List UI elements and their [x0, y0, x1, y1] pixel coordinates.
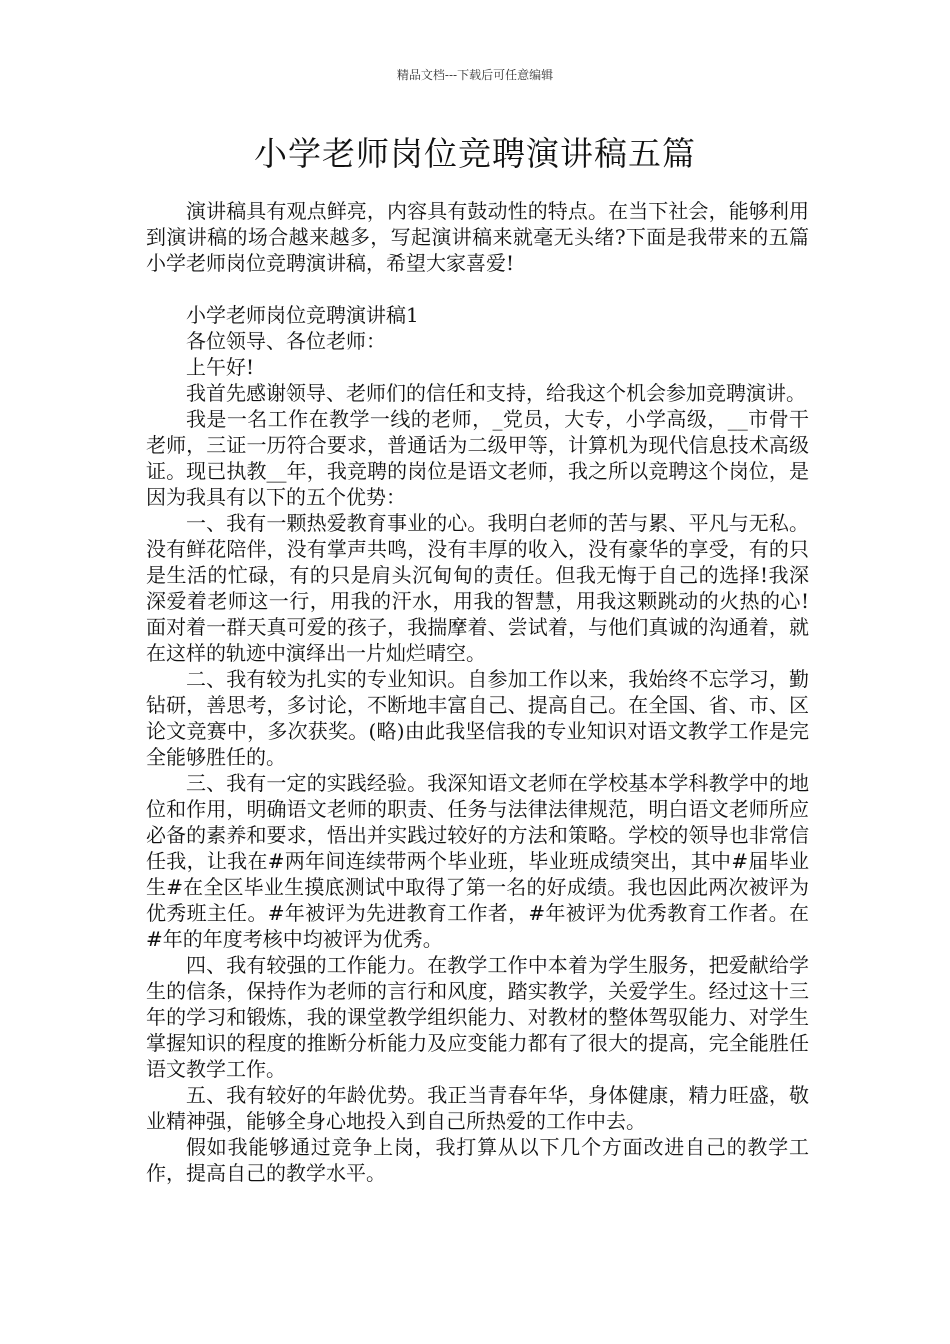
document-title: 小学老师岗位竞聘演讲稿五篇: [254, 134, 696, 173]
body-paragraph: 假如我能够通过竞争上岗，我打算从以下几个方面改进自己的教学工作，提高自己的教学水平。: [146, 1135, 809, 1185]
page-header-note: 精品文档---下载后可任意编辑: [396, 68, 554, 82]
body-paragraph: 三、我有一定的实践经验。我深知语文老师在学校基本学科教学中的地位和作用，明确语文老师的职责、任务与法律法律规范，明白语文老师所应必备的素养和要求，悟出并实践过较好的方法和策略。学校的领导也非常信任我，让我在#两年间连续带两个毕业班，毕业班成绩突出，其中#届毕业生#在全区毕业生摸底测试中取得了第一名的好成绩。我也因此两次被评为优秀班主任。#年被评为先进教育工作者，#年被评为优秀教育工作者。在#年的年度考核中均被评为优秀。: [146, 771, 809, 951]
body-paragraph: 我是一名工作在教学一线的老师，_党员，大专，小学高级，__市骨干老师，三证一历符合要求，普通话为二级甲等，计算机为现代信息技术高级证。现已执教__年，我竞聘的岗位是语文老师，我之所以竞聘这个岗位，是因为我具有以下的五个优势：: [146, 407, 809, 509]
document-body: [146, 198, 809, 1186]
greeting: 上午好!: [186, 355, 255, 379]
speech-heading: 小学老师岗位竞聘演讲稿1: [186, 303, 419, 327]
body-paragraph: 我首先感谢领导、老师们的信任和支持，给我这个机会参加竞聘演讲。: [186, 381, 806, 405]
body-paragraph: 四、我有较强的工作能力。在教学工作中本着为学生服务，把爱献给学生的信条，保持作为老师的言行和风度，踏实教学，关爱学生。经过这十三年的学习和锻炼，我的课堂教学组织能力、对教材的整体驾驭能力、对学生掌握知识的程度的推断分析能力及应变能力都有了很大的提高，完全能胜任语文教学工作。: [146, 953, 809, 1081]
salutation: 各位领导、各位老师：: [186, 329, 386, 353]
body-paragraph: 二、我有较为扎实的专业知识。自参加工作以来，我始终不忘学习，勤钻研，善思考，多讨论，不断地丰富自己、提高自己。在全国、省、市、区论文竞赛中，多次获奖。(略)由此我坚信我的专业知识对语文教学工作是完全能够胜任的。: [146, 667, 809, 769]
body-paragraph: 五、我有较好的年龄优势。我正当青春年华，身体健康，精力旺盛，敬业精神强，能够全身心地投入到自己所热爱的工作中去。: [146, 1083, 809, 1133]
intro-paragraph: 演讲稿具有观点鲜亮，内容具有鼓动性的特点。在当下社会，能够利用到演讲稿的场合越来越多，写起演讲稿来就毫无头绪?下面是我带来的五篇小学老师岗位竞聘演讲稿，希望大家喜爱!: [146, 199, 809, 275]
body-paragraph: 一、我有一颗热爱教育事业的心。我明白老师的苦与累、平凡与无私。没有鲜花陪伴，没有掌声共鸣，没有丰厚的收入，没有豪华的享受，有的只是生活的忙碌，有的只是肩头沉甸甸的责任。但我无悔于自己的选择!我深深爱着老师这一行，用我的汗水，用我的智慧，用我这颗跳动的火热的心!面对着一群天真可爱的孩子，我揣摩着、尝试着，与他们真诚的沟通着，就在这样的轨迹中演绎出一片灿烂晴空。: [146, 511, 809, 665]
